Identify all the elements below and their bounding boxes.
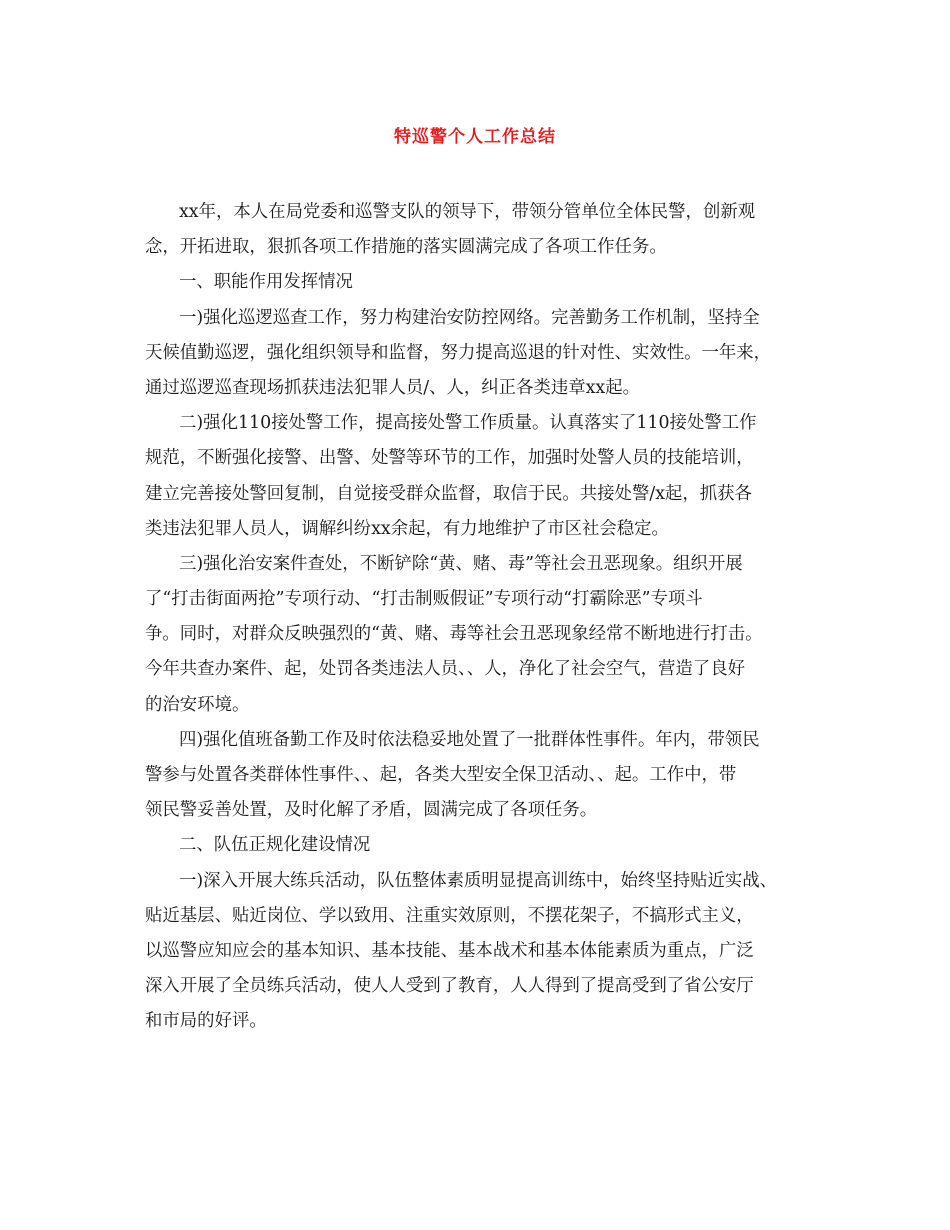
body-line: 和市局的好评。 xyxy=(145,1011,267,1032)
body-line: 四)强化值班备勤工作及时依法稳妥地处置了一批群体性事件。年内，带领民 xyxy=(179,729,760,750)
body-line: 今年共查办案件、起，处罚各类违法人员、、人，净化了社会空气，营造了良好 xyxy=(145,659,745,680)
document-title: 特巡警个人工作总结 xyxy=(394,127,556,147)
document-body xyxy=(145,195,815,1040)
body-line: 的治安环境。 xyxy=(145,694,250,715)
body-line: 了“打击街面两抢”专项行动、“打击制贩假证”专项行动“打霸除恶”专项斗 xyxy=(145,589,703,610)
body-line: xx年，本人在局党委和巡警支队的领导下，带领分管单位全体民警，创新观 xyxy=(179,202,756,222)
body-line: 警参与处置各类群体性事件、、起，各类大型安全保卫活动、、起。工作中，带 xyxy=(145,765,737,785)
body-line: 二、队伍正规化建设情况 xyxy=(179,835,371,856)
body-line: 念，开拓进取，狠抓各项工作措施的落实圆满完成了各项工作任务。 xyxy=(145,237,667,258)
body-line: 领民警妥善处置，及时化解了矛盾，圆满完成了各项任务。 xyxy=(145,800,598,821)
body-line: 争。同时，对群众反映强烈的“黄、赌、毒等社会丑恶现象经常不断地进行打击。 xyxy=(145,624,763,645)
body-line: 建立完善接处警回复制，自觉接受群众监督，取信于民。共接处警/x起，抓获各 xyxy=(145,483,752,504)
body-line: 一、职能作用发挥情况 xyxy=(179,272,353,293)
body-line: 一)强化巡逻巡查工作，努力构建治安防控网络。完善勤务工作机制，坚持全 xyxy=(179,307,760,328)
body-line: 规范，不断强化接警、出警、处警等环节的工作，加强时处警人员的技能培训， xyxy=(145,448,754,469)
body-line: 类违法犯罪人员人，调解纠纷xx余起，有力地维护了市区社会稳定。 xyxy=(145,518,669,539)
body-line: 深入开展了全员练兵活动，使人人受到了教育，人人得到了提高受到了省公安厅 xyxy=(145,976,754,997)
body-line: 一)深入开展大练兵活动，队伍整体素质明显提高训练中，始终坚持贴近实战、 xyxy=(179,870,778,891)
body-line: 贴近基层、贴近岗位、学以致用、注重实效原则，不摆花架子，不搞形式主义， xyxy=(145,905,754,926)
body-line: 通过巡逻巡查现场抓获违法犯罪人员/、人，纠正各类违章xx起。 xyxy=(145,377,641,398)
body-line: 二)强化110接处警工作，提高接处警工作质量。认真落实了110接处警工作 xyxy=(179,413,757,434)
body-line: 三)强化治安案件查处，不断铲除“黄、赌、毒”等社会丑恶现象。组织开展 xyxy=(179,553,743,574)
body-line: 天候值勤巡逻，强化组织领导和监督，努力提高巡退的针对性、实效性。一年来， xyxy=(145,342,772,363)
body-line: 以巡警应知应会的基本知识、基本技能、基本战术和基本体能素质为重点，广泛 xyxy=(145,940,754,961)
